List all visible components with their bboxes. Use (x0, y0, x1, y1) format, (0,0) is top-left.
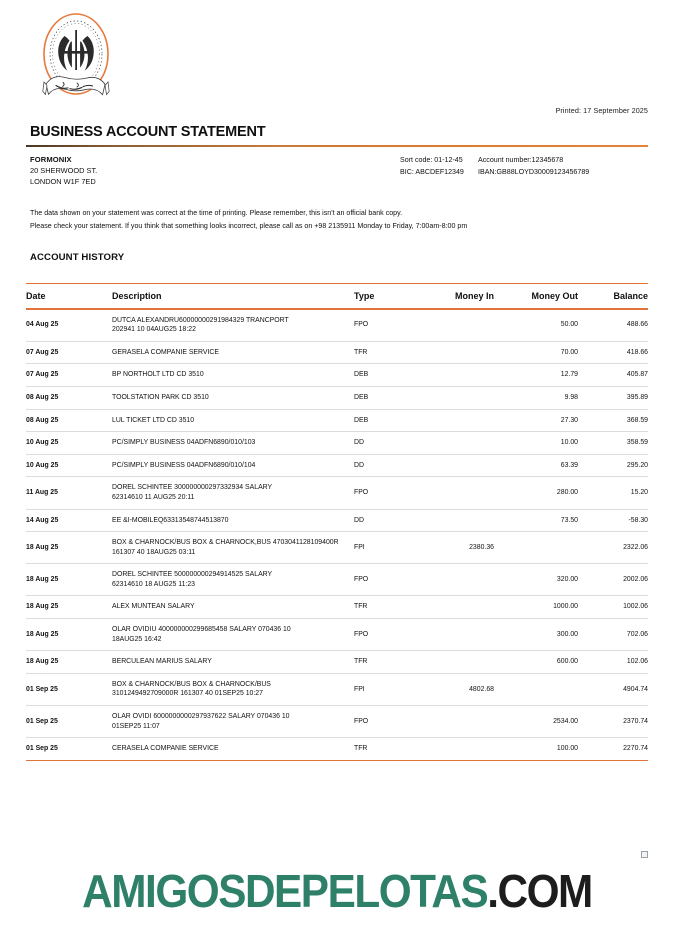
cell-money-in (418, 432, 494, 455)
column-header-money-in: Money In (454, 291, 494, 302)
cell-balance: 1002.06 (578, 596, 648, 619)
cell-money-in (418, 341, 494, 364)
cell-money-in (418, 386, 494, 409)
cell-description (112, 477, 354, 509)
cell-money-in (418, 409, 494, 432)
bank-crest-logo (30, 12, 122, 108)
cell-type: TFR (354, 341, 418, 364)
cell-money-in (418, 706, 494, 738)
description-line-2: 18AUG25 16:42 (112, 635, 162, 643)
table-row (26, 432, 648, 455)
description-line-1: BP NORTHOLT LTD CD 3510 (112, 371, 204, 379)
cell-balance: 418.66 (578, 341, 648, 364)
cell-date: 10 Aug 25 (26, 432, 112, 455)
description-line-1: CERASELA COMPANIE SERVICE (112, 745, 219, 753)
disclaimer-line-1: The data shown on your statement was correct at the time of printing. Please remember, this isn't an official bank copy. (30, 209, 403, 217)
table-row (26, 409, 648, 432)
description-line-1: BOX & CHARNOCK/BUS BOX & CHARNOCK,BUS 4703041128109400R (112, 539, 339, 547)
printed-date: Printed: 17 September 2025 (555, 106, 648, 115)
cell-type: FPI (354, 532, 418, 564)
description-line-2: 01SEP25 11:07 (112, 722, 160, 730)
cell-description (112, 619, 354, 651)
cell-type: DD (354, 454, 418, 477)
cell-date: 11 Aug 25 (26, 477, 112, 509)
cell-balance: 15.20 (578, 477, 648, 509)
cell-money-out: 2534.00 (494, 706, 578, 738)
cell-balance: 4904.74 (578, 673, 648, 705)
transaction-table-grid (26, 284, 648, 308)
cell-description (112, 706, 354, 738)
table-row (26, 364, 648, 387)
cell-description (112, 341, 354, 364)
table-row (26, 532, 648, 564)
cell-money-in (418, 738, 494, 760)
cell-money-out: 600.00 (494, 651, 578, 674)
cell-date: 18 Aug 25 (26, 564, 112, 596)
table-body (26, 310, 648, 760)
description-line-1: PC/SIMPLY BUSINESS 04ADFN6890/010/104 (112, 461, 256, 469)
table-row (26, 564, 648, 596)
cell-money-out: 63.39 (494, 454, 578, 477)
page-corner-marker (641, 851, 648, 858)
cell-date: 01 Sep 25 (26, 706, 112, 738)
account-details-row-1 (400, 155, 589, 167)
description-line-1: OLAR OVIDI 6000000000297937622 SALARY 070436 10 (112, 713, 290, 721)
cell-money-out: 1000.00 (494, 596, 578, 619)
cell-money-in (418, 454, 494, 477)
page-title: BUSINESS ACCOUNT STATEMENT (30, 124, 266, 140)
bic-code: BIC: ABCDEF12349 (400, 167, 464, 176)
cell-money-in (418, 619, 494, 651)
address-line-1: 20 SHERWOOD ST. (30, 166, 98, 176)
table-bottom-divider (26, 760, 648, 761)
cell-type: FPI (354, 673, 418, 705)
cell-balance: 295.20 (578, 454, 648, 477)
cell-type: FPO (354, 564, 418, 596)
description-line-1: BERCULEAN MARIUS SALARY (112, 658, 212, 666)
cell-date: 18 Aug 25 (26, 619, 112, 651)
disclaimer-text (30, 207, 467, 233)
table-row (26, 386, 648, 409)
cell-date: 08 Aug 25 (26, 409, 112, 432)
table-row (26, 477, 648, 509)
cell-date: 07 Aug 25 (26, 341, 112, 364)
description-line-1: DOREL SCHINTEE 300000000297332934 SALARY (112, 484, 273, 492)
cell-money-out: 73.50 (494, 509, 578, 532)
table-row (26, 738, 648, 760)
cell-money-out: 27.30 (494, 409, 578, 432)
cell-balance: 2270.74 (623, 745, 648, 753)
account-holder-address (30, 154, 97, 188)
cell-money-out: 10.00 (494, 432, 578, 455)
cell-money-in: 4802.68 (418, 673, 494, 705)
cell-balance: 2002.06 (578, 564, 648, 596)
cell-description (112, 673, 354, 705)
cell-money-out: 280.00 (494, 477, 578, 509)
table-header (26, 284, 648, 308)
cell-type: FPO (354, 619, 418, 651)
cell-money-out: 320.00 (494, 564, 578, 596)
cell-money-out: 100.00 (556, 745, 578, 753)
description-line-2: 62314610 18 AUG25 11:23 (112, 580, 196, 588)
cell-balance: 2370.74 (578, 706, 648, 738)
cell-type: FPO (354, 706, 418, 738)
table-row (26, 673, 648, 705)
cell-date: 14 Aug 25 (26, 509, 112, 532)
description-line-1: TOOLSTATION PARK CD 3510 (112, 393, 209, 401)
description-line-2: 202941 10 04AUG25 18:22 (112, 326, 196, 334)
description-line-1: DOREL SCHINTEE 500000000294914525 SALARY (112, 571, 273, 579)
cell-balance: 2322.06 (578, 532, 648, 564)
column-header-date: Date (26, 291, 46, 302)
cell-type: DEB (354, 386, 418, 409)
cell-date: 07 Aug 25 (26, 364, 112, 387)
title-divider (26, 145, 648, 147)
iban-code: IBAN:GB88LOYD30009123456789 (478, 167, 590, 176)
cell-date: 01 Sep 25 (26, 745, 58, 753)
cell-money-out (494, 673, 578, 705)
cell-date: 10 Aug 25 (26, 454, 112, 477)
cell-description (112, 364, 354, 387)
cell-balance: 368.59 (578, 409, 648, 432)
cell-balance: -58.30 (578, 509, 648, 532)
sort-code: Sort code: 01-12-45 (400, 156, 463, 164)
cell-description (112, 532, 354, 564)
cell-money-in (418, 596, 494, 619)
cell-money-in: 2380.36 (418, 532, 494, 564)
table-row (26, 651, 648, 674)
description-line-1: BOX & CHARNOCK/BUS BOX & CHARNOCK/BUS (112, 680, 271, 688)
cell-description (112, 651, 354, 674)
column-header-money-out: Money Out (531, 291, 578, 302)
description-line-1: LUL TICKET LTD CD 3510 (112, 416, 195, 424)
cell-description (112, 310, 354, 342)
cell-type: DD (354, 509, 418, 532)
watermark-primary: AMIGOSDEPELOTAS (82, 865, 488, 917)
cell-date: 18 Aug 25 (26, 596, 112, 619)
section-title-account-history: ACCOUNT HISTORY (30, 252, 125, 263)
column-header-description: Description (112, 291, 162, 302)
address-line-2: LONDON W1F 7ED (30, 177, 96, 187)
cell-balance: 488.66 (578, 310, 648, 342)
cell-type: TFR (354, 745, 368, 753)
cell-type: DD (354, 432, 418, 455)
cell-money-out (494, 532, 578, 564)
cell-date: 01 Sep 25 (26, 673, 112, 705)
cell-description (112, 509, 354, 532)
watermark-secondary: .COM (487, 865, 592, 917)
cell-money-in (418, 477, 494, 509)
transaction-table-body-grid (26, 310, 648, 760)
cell-type: DEB (354, 364, 418, 387)
cell-type: TFR (354, 651, 418, 674)
cell-money-out: 9.98 (494, 386, 578, 409)
cell-balance: 395.89 (578, 386, 648, 409)
table-row (26, 596, 648, 619)
cell-type: DEB (354, 409, 418, 432)
cell-date: 04 Aug 25 (26, 310, 112, 342)
table-row (26, 454, 648, 477)
cell-description (112, 454, 354, 477)
cell-type: TFR (354, 596, 418, 619)
cell-balance: 358.59 (578, 432, 648, 455)
cell-date: 18 Aug 25 (26, 532, 112, 564)
table-row (26, 310, 648, 342)
transaction-table (26, 283, 648, 761)
cell-money-in (418, 509, 494, 532)
description-line-1: ALEX MUNTEAN SALARY (112, 603, 195, 611)
column-header-balance: Balance (613, 291, 648, 302)
cell-money-out: 70.00 (494, 341, 578, 364)
description-line-2: 3101249492709000R 161307 40 01SEP25 10:27 (112, 690, 263, 698)
table-row (26, 619, 648, 651)
site-watermark (27, 865, 647, 917)
description-line-1: DUTCA ALEXANDRU60000000291984329 TRANCPORT (112, 316, 289, 324)
cell-money-in (418, 564, 494, 596)
cell-money-out: 50.00 (494, 310, 578, 342)
company-name: FORMONIX (30, 155, 72, 164)
table-header-row (26, 284, 648, 308)
cell-description (112, 409, 354, 432)
cell-money-in (418, 364, 494, 387)
cell-money-out: 12.79 (494, 364, 578, 387)
cell-balance: 102.06 (578, 651, 648, 674)
cell-date: 18 Aug 25 (26, 651, 112, 674)
cell-type: FPO (354, 310, 418, 342)
cell-money-in (418, 310, 494, 342)
table-row (26, 706, 648, 738)
cell-description (112, 738, 354, 760)
cell-description (112, 564, 354, 596)
description-line-1: GERASELA COMPANIE SERVICE (112, 348, 219, 356)
table-row (26, 341, 648, 364)
cell-description (112, 596, 354, 619)
column-header-type: Type (354, 291, 375, 302)
description-line-2: 161307 40 18AUG25 03:11 (112, 548, 196, 556)
cell-type: FPO (354, 477, 418, 509)
description-line-1: PC/SIMPLY BUSINESS 04ADFN6890/010/103 (112, 439, 256, 447)
cell-money-out: 300.00 (494, 619, 578, 651)
cell-money-in (418, 651, 494, 674)
cell-balance: 702.06 (578, 619, 648, 651)
cell-balance: 405.87 (578, 364, 648, 387)
description-line-1: EE &I-MOBILEQ63313548744513870 (112, 516, 229, 524)
disclaimer-line-2: Please check your statement. If you think that something looks incorrect, please call as on +98 2135911 Monday to Friday, 7:00am-8:00 pm (30, 222, 468, 230)
cell-date: 08 Aug 25 (26, 386, 112, 409)
cell-description (112, 386, 354, 409)
table-row (26, 509, 648, 532)
description-line-1: OLAR OVIDIU 400000000299685458 SALARY 070436 10 (112, 626, 291, 634)
account-details-row-2 (400, 167, 589, 179)
account-number: Account number:12345678 (478, 156, 564, 164)
account-details (400, 155, 589, 178)
description-line-2: 62314610 11 AUG25 20:11 (112, 493, 195, 501)
cell-description (112, 432, 354, 455)
